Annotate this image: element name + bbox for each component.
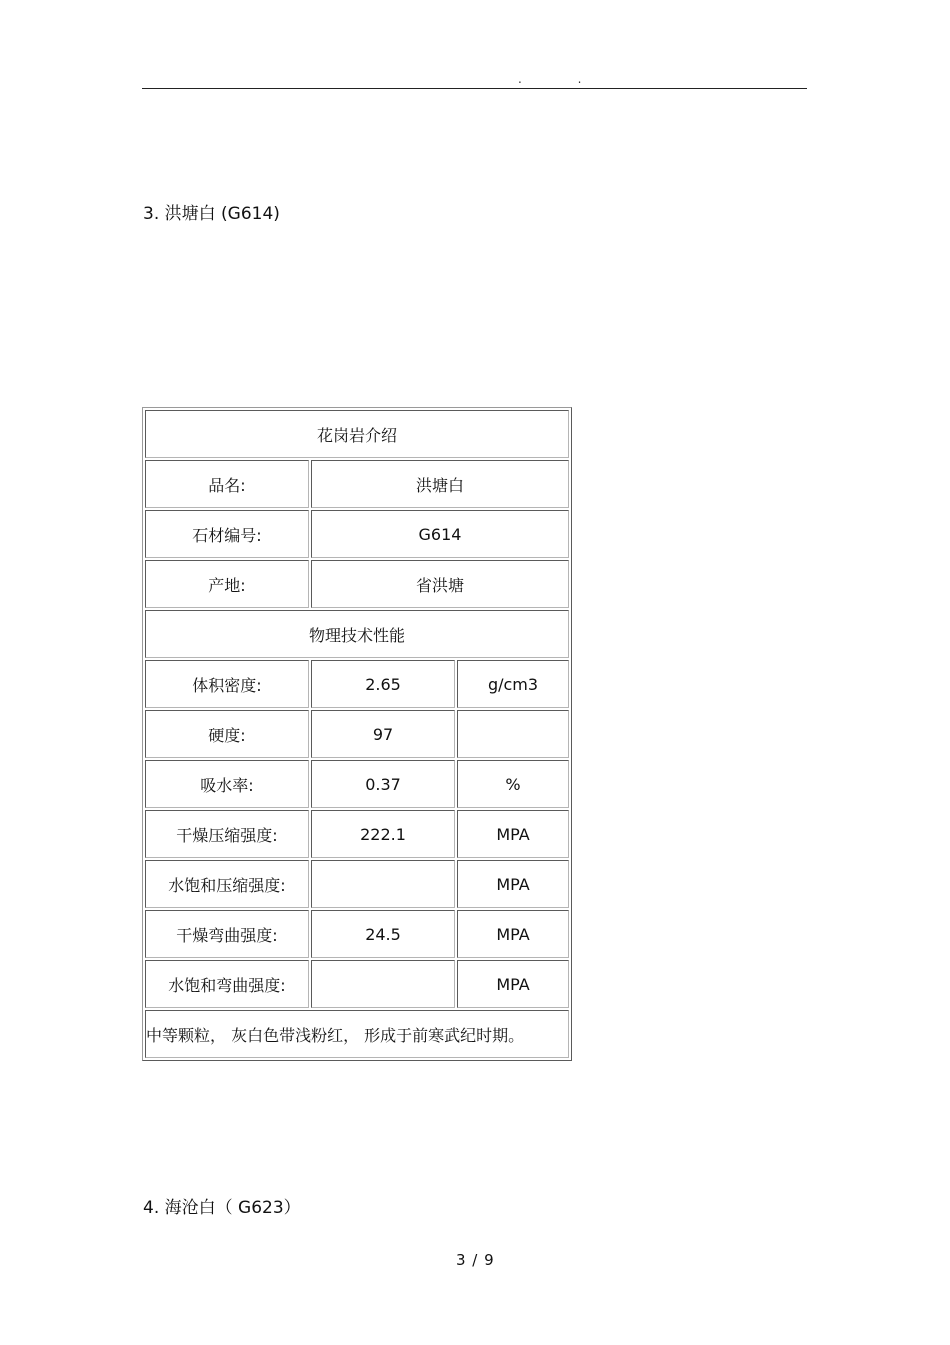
property-unit xyxy=(457,710,569,758)
product-name-row xyxy=(145,460,569,508)
table-title-row xyxy=(145,410,569,458)
property-label: 水饱和压缩强度: xyxy=(145,860,309,908)
property-value xyxy=(311,860,455,908)
stone-code-row xyxy=(145,510,569,558)
description-row xyxy=(145,1010,569,1058)
origin-label: 产地: xyxy=(145,560,309,608)
product-name-value: 洪塘白 xyxy=(311,460,569,508)
property-value: 0.37 xyxy=(311,760,455,808)
section-heading-g614: 3. 洪塘白 (G614) xyxy=(143,204,280,224)
table-row xyxy=(145,960,569,1008)
property-label: 吸水率: xyxy=(145,760,309,808)
property-label: 干燥弯曲强度: xyxy=(145,910,309,958)
property-label: 水饱和弯曲强度: xyxy=(145,960,309,1008)
property-value: 222.1 xyxy=(311,810,455,858)
physical-heading-row xyxy=(145,610,569,658)
property-value: 2.65 xyxy=(311,660,455,708)
origin-value: 省洪塘 xyxy=(311,560,569,608)
stone-description: 中等颗粒， 灰白色带浅粉红， 形成于前寒武纪时期。 xyxy=(145,1010,569,1058)
table-row xyxy=(145,860,569,908)
property-unit: MPA xyxy=(457,810,569,858)
property-value: 97 xyxy=(311,710,455,758)
property-unit: % xyxy=(457,760,569,808)
table-row xyxy=(145,660,569,708)
table-row xyxy=(145,760,569,808)
header-dots: . . xyxy=(518,72,608,86)
property-unit: g/cm3 xyxy=(457,660,569,708)
origin-row xyxy=(145,560,569,608)
property-value xyxy=(311,960,455,1008)
table-row xyxy=(145,710,569,758)
stone-code-label: 石材编号: xyxy=(145,510,309,558)
stone-code-value: G614 xyxy=(311,510,569,558)
property-value: 24.5 xyxy=(311,910,455,958)
property-label: 硬度: xyxy=(145,710,309,758)
table-row xyxy=(145,810,569,858)
property-label: 干燥压缩强度: xyxy=(145,810,309,858)
property-unit: MPA xyxy=(457,910,569,958)
header-rule xyxy=(142,88,807,89)
property-label: 体积密度: xyxy=(145,660,309,708)
product-name-label: 品名: xyxy=(145,460,309,508)
section-heading-g623: 4. 海沧白（ G623） xyxy=(143,1198,301,1218)
property-unit: MPA xyxy=(457,860,569,908)
granite-spec-table-container xyxy=(142,407,568,1061)
table-row xyxy=(145,910,569,958)
table-title: 花岗岩介绍 xyxy=(145,410,569,458)
page-number: 3 / 9 xyxy=(456,1251,495,1269)
physical-properties-heading: 物理技术性能 xyxy=(145,610,569,658)
property-unit: MPA xyxy=(457,960,569,1008)
granite-spec-table xyxy=(142,407,572,1061)
